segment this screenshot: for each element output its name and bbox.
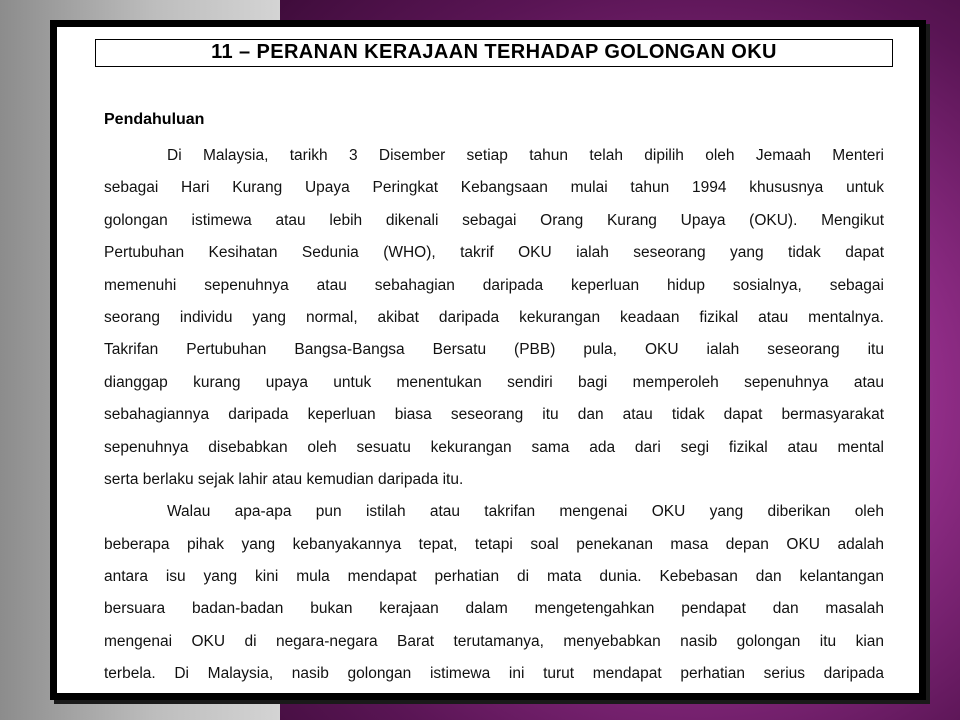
text-line: terbela. Di Malaysia, nasib golongan istimewa ini turut mendapat perhatian serius daripada	[104, 665, 884, 683]
text-line: sepenuhnya disebabkan oleh sesuatu kekurangan sama ada dari segi fizikal atau mental	[104, 438, 884, 456]
document-title: 11 – PERANAN KERAJAAN TERHADAP GOLONGAN OKU	[95, 39, 893, 67]
text-line: memenuhi sepenuhnya atau sebahagian daripada keperluan hidup sosialnya, sebagai	[104, 276, 884, 294]
text-line: serta berlaku sejak lahir atau kemudian daripada itu.	[104, 470, 464, 488]
text-line: Walau apa-apa pun istilah atau takrifan mengenai OKU yang diberikan oleh	[167, 503, 884, 521]
text-line: golongan istimewa atau lebih dikenali sebagai Orang Kurang Upaya (OKU). Mengikut	[104, 211, 884, 229]
section-heading: Pendahuluan	[104, 111, 205, 128]
text-line: antara isu yang kini mula mendapat perhatian di mata dunia. Kebebasan dan kelantangan	[104, 568, 884, 586]
text-line: mengenai OKU di negara-negara Barat terutamanya, menyebabkan nasib golongan itu kian	[104, 632, 884, 650]
text-line: Takrifan Pertubuhan Bangsa-Bangsa Bersatu (PBB) pula, OKU ialah seseorang itu	[104, 341, 884, 359]
text-line: bersuara badan-badan bukan kerajaan dalam mengetengahkan pendapat dan masalah	[104, 600, 884, 618]
text-line: beberapa pihak yang kebanyakannya tepat, tetapi soal penekanan masa depan OKU adalah	[104, 535, 884, 553]
text-line: Pertubuhan Kesihatan Sedunia (WHO), takrif OKU ialah seseorang yang tidak dapat	[104, 244, 884, 262]
text-line: Di Malaysia, tarikh 3 Disember setiap tahun telah dipilih oleh Jemaah Menteri	[167, 147, 884, 164]
text-line: seorang individu yang normal, akibat daripada kekurangan keadaan fizikal atau mentalnya.	[104, 308, 884, 326]
text-line: dianggap kurang upaya untuk menentukan sendiri bagi memperoleh sepenuhnya atau	[104, 373, 884, 391]
document-page	[57, 27, 919, 693]
text-line: sebagai Hari Kurang Upaya Peringkat Kebangsaan mulai tahun 1994 khususnya untuk	[104, 179, 884, 197]
text-line: sebahagiannya daripada keperluan biasa seseorang itu dan atau tidak dapat bermasyarakat	[104, 406, 884, 424]
body-text	[104, 140, 884, 691]
